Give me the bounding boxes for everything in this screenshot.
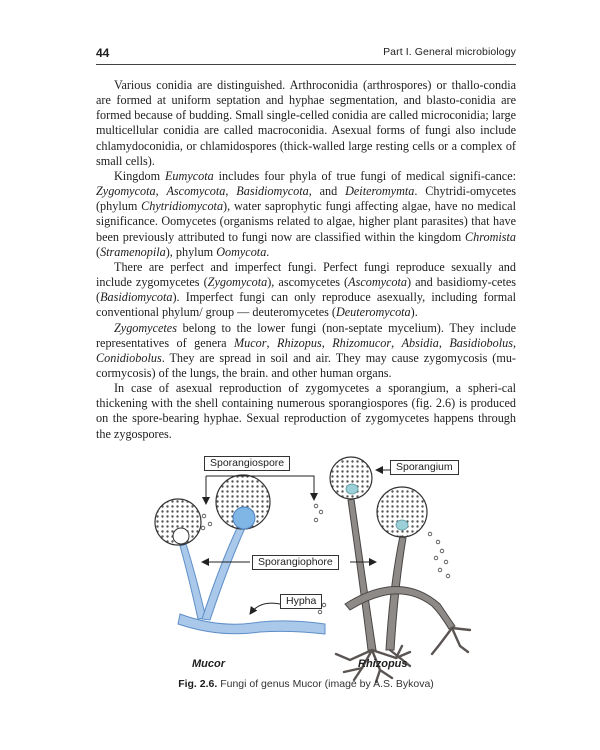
text-run: , [225,184,237,199]
italic-term: Mucor [234,335,267,350]
text-run: , [512,335,517,350]
italic-term: Zygomycota [207,275,268,290]
caption-text: Fungi of genus Mucor (image by A.S. Bykova) [217,678,434,690]
italic-term: Eumycota [164,168,214,183]
text-run: belong to the lower fungi (non-septate mycelium). They include representatives of genera [96,320,516,350]
label-sporangium: Sporangium [390,460,459,475]
text-run: In case of asexual reproduction of zygomycetes a sporangium, a spheri-cal thickening with the shell containing numerous sporangiospores (fig. 2.6) is produced on the spore-bearing hyphae. Sexual reproduction of zygomycetes happens through the zygospores. [96,381,516,441]
running-head: Part I. General microbiology [383,46,516,58]
text-run: , [321,335,333,350]
text-run: ), water saprophytic fungi affecting algae, have no medical significance. Oomycetes (organisms related to algae, higher plant parasites) that have been previously attributed to fungi now are classified within the kingdom [96,199,516,244]
italic-term: Rhizomucor [332,335,392,350]
italic-term: Chytridiomycota [141,199,224,214]
paragraph [96,381,516,442]
italic-term: Ascomycota [348,275,408,290]
genus-label-mucor: Mucor [192,658,225,670]
text-run: . Chytridi-omycetes (phylum [96,184,516,214]
mucor-sporangiophore-left [180,544,206,619]
text-run: Kingdom [114,168,165,183]
caption-prefix: Fig. 2.6. [178,678,218,690]
text-run: , [438,335,450,350]
italic-term: Zygomycetes [114,320,177,335]
text-run: , and [308,184,346,199]
italic-term: Conidiobolus [96,350,162,365]
italic-term: Ascomycota [166,184,226,199]
label-hypha: Hypha [280,594,322,609]
text-run: ( [96,244,101,259]
paragraph [96,78,516,169]
figure-caption [96,678,516,690]
rhizopus-stalk-left [348,499,376,650]
paragraph [96,260,516,321]
text-run: includes four phyla of true fungi of medical signifi-cance: [213,168,516,183]
page-number: 44 [96,46,110,60]
italic-term: Basidiomycota [236,184,309,199]
label-sporangiospore: Sporangiospore [204,456,290,471]
figure-2-6 [140,454,480,694]
text-run: . They are spread in soil and air. They may cause zygomycosis (mu-cormycosis) of the lungs, the brain. and other human organs. [96,350,516,380]
italic-term: Basidiomycota [100,290,173,305]
italic-term: Deiteromymta [345,184,415,199]
text-run: ), phylum [165,244,217,259]
italic-term: Absidia [401,335,439,350]
text-run: , [266,335,277,350]
italic-term: Stramenopila [100,244,166,259]
text-run: , [391,335,402,350]
text-run: ). Imperfect fungi can only reproduce asexually, including formal conventional phylum/ group — deuteromycetes ( [96,290,516,320]
italic-term: Rhizopus [277,335,322,350]
paragraph [96,321,516,382]
text-run: There are perfect and imperfect fungi. Perfect fungi reproduce sexually and include zygomycetes ( [96,259,516,290]
text-run: , [155,184,167,199]
rhizopus-rhizoids [336,628,470,682]
text-run: . [266,244,270,259]
italic-term: Oomycota [216,244,267,259]
text-run: ). [410,305,418,320]
header-rule [96,64,516,65]
italic-term: Zygomycota [96,184,156,199]
label-sporangiophore: Sporangiophore [252,555,339,570]
text-run: ) and basidiomy-cetes ( [96,275,516,305]
italic-term: Deuteromycota [335,305,411,320]
rhizopus-loose-spores [428,532,450,578]
italic-term: Chromista [464,229,516,244]
paragraph [96,169,516,260]
body-text [96,78,516,442]
text-run: Various conidia are distinguished. Arthroconidia (arthrospores) or thallo-condia are formed at uniform septation and hyphae segmentation, and blasto-conidia are formed because of budding. Small single-celled conidia are called microconidia; large multicellular conidia are called macroconidia. Asexual forms of fungi also include chlamydoconidia, or chlamidospores (thick-walled large resting cells or a complex of small cells). [96,78,516,168]
fungi-illustration [140,454,480,694]
mucor-sporangiophore-right [202,526,245,620]
genus-label-rhizopus: Rhizopus [358,658,408,670]
page-header [96,46,516,64]
text-run: ), ascomycetes ( [267,275,349,290]
italic-term: Basidiobolus [449,335,513,350]
